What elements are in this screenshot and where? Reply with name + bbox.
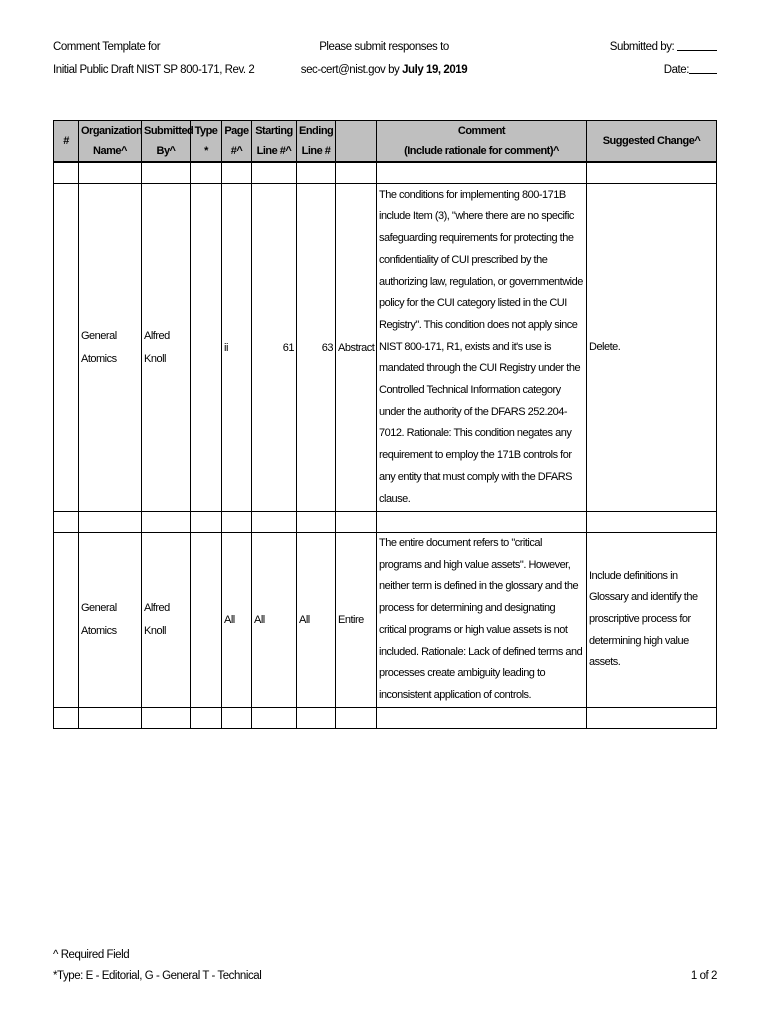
submission-line1: Please submit responses to (319, 41, 449, 53)
col-comment: Comment (Include rationale for comment)^ (377, 121, 587, 163)
submission-line2 (250, 59, 518, 82)
col-number: # (54, 121, 79, 163)
template-title (53, 36, 254, 82)
starting-line-cell[interactable]: All (252, 533, 297, 708)
empty-row (54, 707, 717, 728)
submitted-by-blank[interactable] (677, 38, 717, 51)
date-blank[interactable] (689, 61, 717, 74)
page-cell[interactable]: ii (222, 184, 252, 512)
empty-row (54, 162, 717, 184)
ending-line-cell[interactable]: 63 (297, 184, 336, 512)
col-organization: Organization Name^ (79, 121, 142, 163)
col-page: Page #^ (222, 121, 252, 163)
type-legend-note: *Type: E - Editorial, G - General T - Technical (53, 970, 262, 982)
template-title-line2: Initial Public Draft NIST SP 800-171, Rev. 2 (53, 64, 255, 76)
section-cell[interactable]: Abstract (336, 184, 377, 512)
col-type: Type * (191, 121, 222, 163)
page-cell[interactable]: All (222, 533, 252, 708)
empty-row (54, 512, 717, 533)
row-number-cell[interactable] (54, 533, 79, 708)
col-starting-line: Starting Line #^ (252, 121, 297, 163)
required-field-note: ^ Required Field (53, 949, 130, 961)
submitted-by-cell[interactable]: Alfred Knoll (142, 184, 191, 512)
row-number-cell[interactable] (54, 184, 79, 512)
org-cell[interactable]: General Atomics (79, 184, 142, 512)
col-section (336, 121, 377, 163)
header-row (54, 121, 717, 163)
submitted-by-cell[interactable]: Alfred Knoll (142, 533, 191, 708)
submission-deadline: July 19, 2019 (402, 64, 468, 76)
table-row (54, 184, 717, 512)
date-field (610, 59, 717, 82)
type-cell[interactable] (191, 184, 222, 512)
col-suggested-change: Suggested Change^ (587, 121, 717, 163)
template-title-line1: Comment Template for (53, 41, 161, 53)
suggested-change-cell[interactable]: Delete. (587, 184, 717, 512)
table-row (54, 533, 717, 708)
date-label: Date: (663, 64, 689, 76)
submitter-info (610, 36, 717, 82)
submitted-by-label: Submitted by: (609, 41, 675, 53)
org-cell[interactable]: General Atomics (79, 533, 142, 708)
col-ending-line: Ending Line # (297, 121, 336, 163)
col-submitted-by: Submitted By^ (142, 121, 191, 163)
footer-notes (53, 945, 261, 987)
type-cell[interactable] (191, 533, 222, 708)
suggested-change-cell[interactable]: Include definitions in Glossary and identify the proscriptive process for determining high value assets. (587, 533, 717, 708)
section-cell[interactable]: Entire (336, 533, 377, 708)
starting-line-cell[interactable]: 61 (252, 184, 297, 512)
page-indicator: 1 of 2 (690, 970, 717, 982)
comment-table (53, 120, 717, 729)
submission-email[interactable]: sec-cert@nist.gov by (300, 64, 403, 76)
ending-line-cell[interactable]: All (297, 533, 336, 708)
submitted-by-field (610, 36, 717, 59)
submission-instructions (250, 36, 518, 82)
comment-cell[interactable]: The conditions for implementing 800-171B include Item (3), "where there are no specific safeguarding requirements for protecting the confidentiality of CUI prescribed by the authorizing law, regulation, or governmentwide policy for the CUI category listed in the CUI Registry". This condition does not apply since NIST 800-171, R1, exists and it's use is mandated through the CUI Registry under the Controlled Technical Information category under the authority of the DFARS 252.204-7012. Rationale: This condition negates any requirement to employ the 171B controls for any entity that must comply with the DFARS clause. (377, 184, 587, 512)
comment-cell[interactable]: The entire document refers to "critical programs and high value assets". However, neither term is defined in the glossary and the process for determining and designating critical programs or high value assets is not included. Rationale: Lack of defined terms and processes create ambiguity leading to inconsistent application of controls. (377, 533, 587, 708)
